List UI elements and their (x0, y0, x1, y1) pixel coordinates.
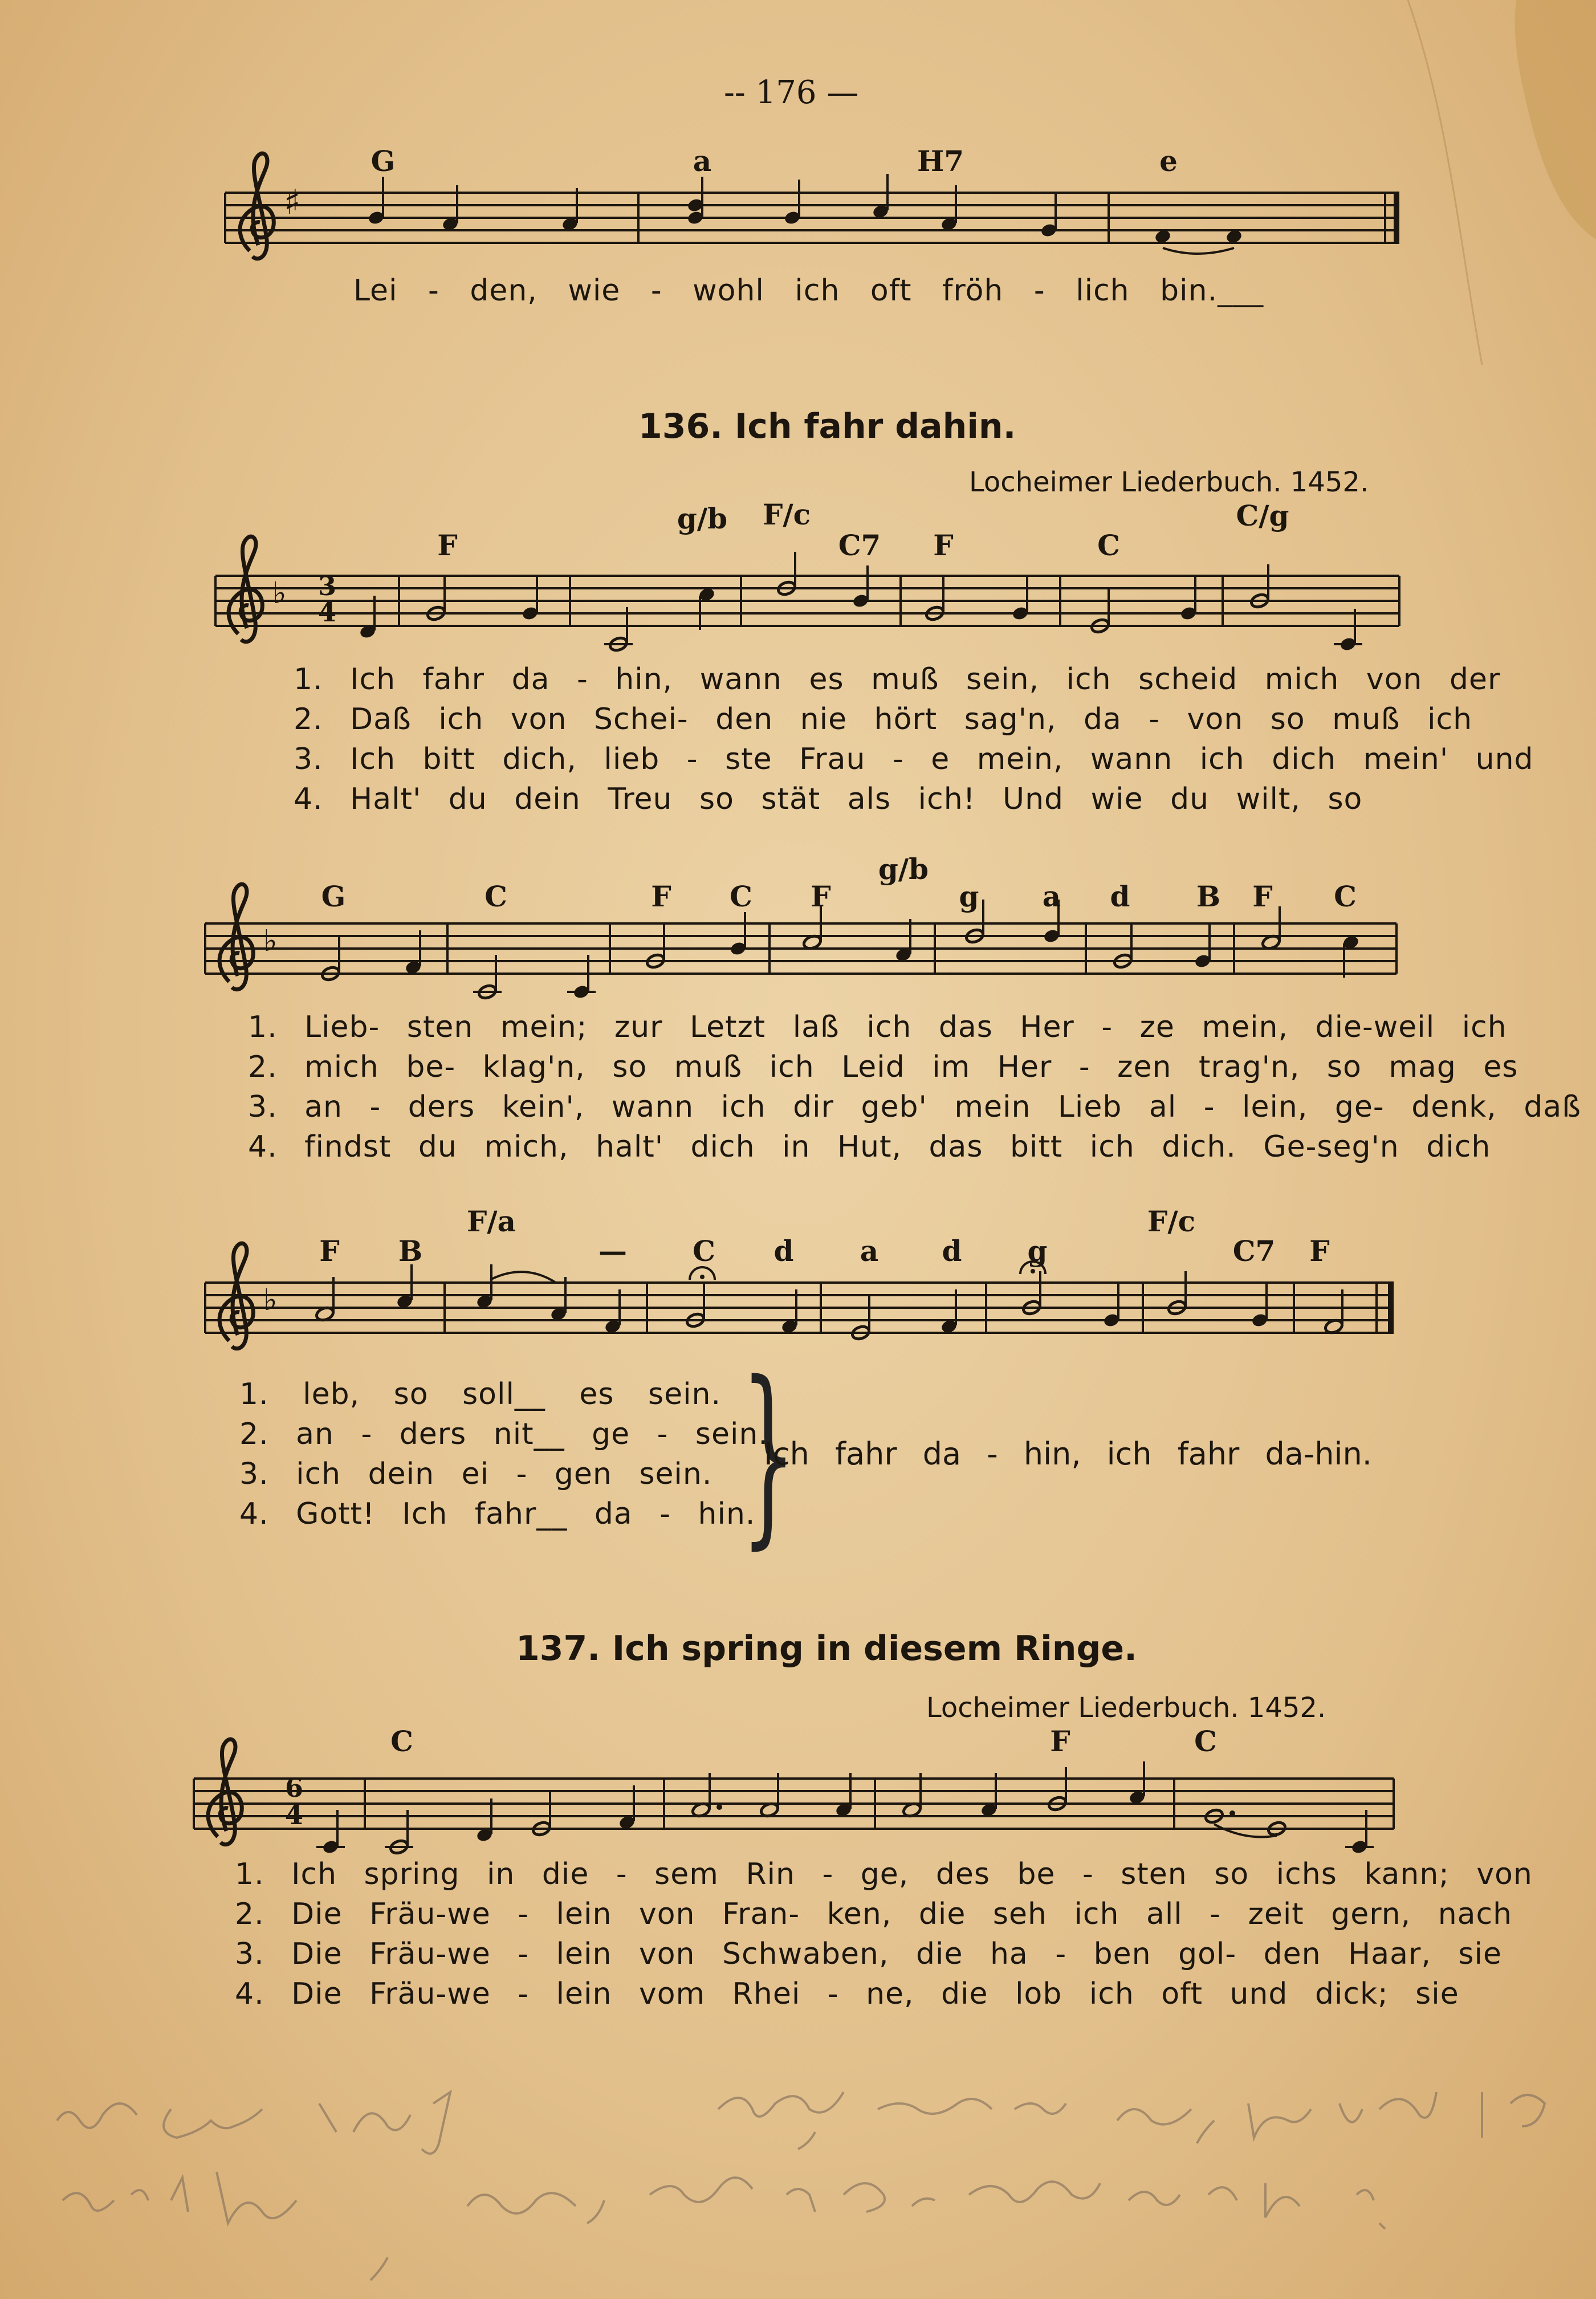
chord-136-2-4: C (730, 880, 752, 913)
verse-137-1-line-4: 4. Die Fräu-we - lein vom Rhei - ne, die lob ich oft und dick; sie (235, 1977, 1459, 2011)
verse-136-3-line-4: 4. Gott! Ich fahr__ da - hin. (239, 1497, 756, 1531)
chord-136-3-12: F (1309, 1234, 1330, 1268)
verse-137-1-line-1: 1. Ich spring in die - sem Rin - ge, des be - sten so ichs kann; von (235, 1857, 1533, 1891)
chord-136-1-4: C7 (838, 528, 881, 562)
chord-136-1-7: C/g (1236, 499, 1289, 532)
handwritten-annotation (57, 2092, 1545, 2280)
chord-136-3-1: F (319, 1234, 340, 1268)
chord-136-2-1: G (321, 880, 346, 913)
chord-136-2-12: C (1334, 880, 1357, 913)
chord-136-2-2: C (484, 880, 507, 913)
chord-136-1-1: F (437, 528, 458, 562)
staff-136-1 (215, 536, 1399, 652)
chord-136-3-2: B (398, 1234, 423, 1268)
svg-text:3: 3 (318, 571, 337, 601)
chord-137-1-1: C (390, 1724, 413, 1758)
chord-136-3-4: — (598, 1234, 627, 1268)
chord-136-2-9: d (1110, 880, 1130, 913)
verse-136-3-line-1: 1. leb, so soll__ es sein. (239, 1377, 722, 1411)
svg-text:♭: ♭ (272, 576, 287, 611)
verse-137-1-line-3: 3. Die Fräu-we - lein von Schwaben, die ha - ben gol- den Haar, sie (235, 1937, 1502, 1971)
chord-136-3-7: a (860, 1234, 879, 1268)
song-136-source: Locheimer Liederbuch. 1452. (969, 466, 1369, 498)
svg-text:4: 4 (318, 597, 337, 628)
chord-136-2-10: B (1196, 880, 1221, 913)
refrain-136: Ich fahr da - hin, ich fahr da-hin. (764, 1436, 1372, 1472)
verse-136-2-line-3: 3. an - ders kein', wann ich dir geb' mein Lieb al - lein, ge- denk, daß (248, 1090, 1581, 1124)
chord-136-3-5: C (693, 1234, 715, 1268)
chord-137-1-2: F (1050, 1724, 1070, 1758)
verse-136-1-line-3: 3. Ich bitt dich, lieb - ste Frau - e mein, wann ich dich mein' und (294, 742, 1534, 776)
chord-137-1-3: C (1194, 1724, 1217, 1758)
chord-136-2-6: g/b (878, 852, 929, 886)
chord-top-3: H7 (917, 144, 964, 178)
page-number: -- 176 — (724, 74, 859, 111)
chord-136-2-11: F (1252, 880, 1273, 913)
chord-136-2-5: F (811, 880, 831, 913)
chord-136-1-5: F (933, 528, 954, 562)
svg-text:6: 6 (285, 1772, 304, 1803)
chord-136-3-3: F/a (466, 1205, 516, 1238)
song-137-title: 137. Ich spring in diesem Ringe. (516, 1629, 1137, 1669)
verse-136-2-line-4: 4. findst du mich, halt' dich in Hut, das bitt ich dich. Ge-seg'n dich (248, 1130, 1491, 1164)
staff-top-fragment (225, 153, 1399, 259)
verse-136-3-line-3: 3. ich dein ei - gen sein. (239, 1457, 712, 1491)
chord-136-3-6: d (773, 1234, 794, 1268)
verse-136-1-line-2: 2. Daß ich von Schei- den nie hört sag'n, da - von so muß ich (294, 702, 1473, 737)
chord-136-3-10: F/c (1147, 1205, 1196, 1238)
chord-136-2-7: g (959, 880, 979, 913)
svg-text:4: 4 (285, 1800, 304, 1830)
verse-137-1-line-2: 2. Die Fräu-we - lein von Fran- ken, die seh ich all - zeit gern, nach (235, 1897, 1513, 1931)
chord-top-2: a (693, 144, 712, 178)
paper-tear (1515, 0, 1596, 239)
chord-136-1-6: C (1097, 528, 1120, 562)
verse-136-2-line-1: 1. Lieb- sten mein; zur Letzt laß ich das Her - ze mein, die-weil ich (248, 1010, 1507, 1044)
chord-136-3-11: C7 (1232, 1234, 1276, 1268)
verse-136-1-line-1: 1. Ich fahr da - hin, wann es muß sein, ich scheid mich von der (294, 662, 1501, 697)
verse-136-3-line-2: 2. an - ders nit__ ge - sein. (239, 1417, 768, 1451)
song-136-title: 136. Ich fahr dahin. (638, 406, 1016, 446)
chord-top-1: G (370, 144, 396, 178)
chord-136-2-3: F (651, 880, 671, 913)
svg-text:♭: ♭ (263, 924, 278, 958)
chord-136-3-9: g (1027, 1234, 1048, 1268)
staff-136-3 (205, 1243, 1394, 1349)
chord-top-4: e (1159, 144, 1178, 178)
verse-136-2-line-2: 2. mich be- klag'n, so muß ich Leid im Her - zen trag'n, so mag es (248, 1050, 1518, 1084)
chord-136-2-8: a (1042, 880, 1061, 913)
chord-136-1-3: F/c (762, 498, 811, 531)
song-137-source: Locheimer Liederbuch. 1452. (926, 1692, 1326, 1724)
svg-text:♭: ♭ (263, 1283, 278, 1317)
chord-136-1-2: g/b (677, 502, 728, 535)
verse-bracket: } (740, 1341, 796, 1566)
chord-136-3-8: d (942, 1234, 962, 1268)
verse-136-1-line-4: 4. Halt' du dein Treu so stät als ich! Und wie du wilt, so (294, 782, 1363, 816)
svg-text:♯: ♯ (284, 182, 301, 222)
lyric-top-fragment: Lei - den, wie - wohl ich oft fröh - lich bin.___ (353, 274, 1264, 308)
